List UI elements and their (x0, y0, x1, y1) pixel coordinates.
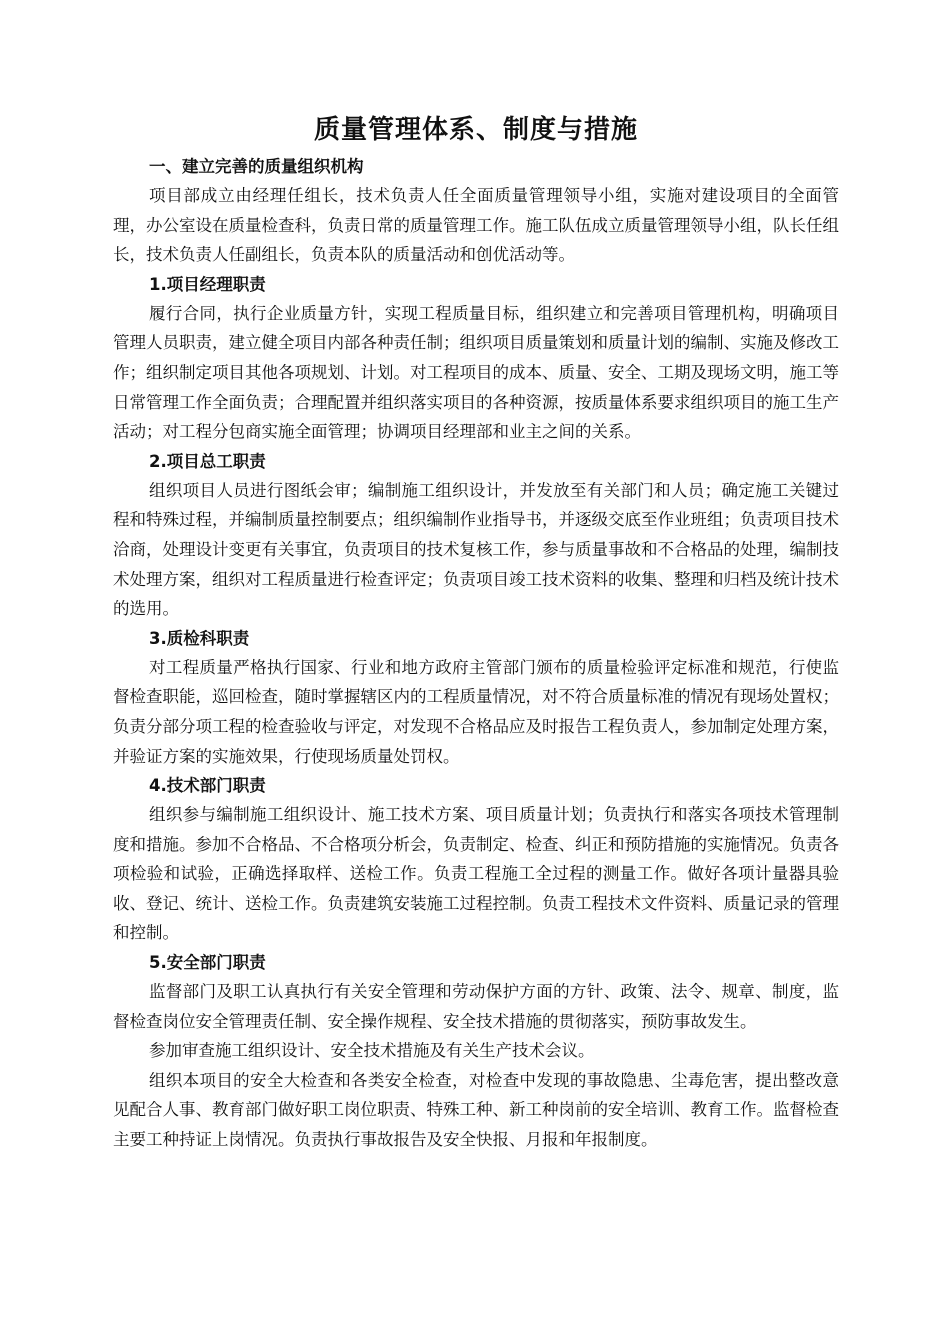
body-paragraph: 组织参与编制施工组织设计、施工技术方案、项目质量计划；负责执行和落实各项技术管理制度和措施。参加不合格品、不合格项分析会，负责制定、检查、纠正和预防措施的实施情况。负责各项检验和试验，正确选择取样、送检工作。负责工程施工全过程的测量工作。做好各项计量器具验收、登记、统计、送检工作。负责建筑安装施工过程控制。负责工程技术文件资料、质量记录的管理和控制。 (113, 805, 839, 943)
section-heading: 1.项目经理职责 (149, 274, 266, 294)
body-paragraph: 对工程质量严格执行国家、行业和地方政府主管部门颁布的质量检验评定标准和规范，行使监督检查职能，巡回检查，随时掌握辖区内的工程质量情况，对不符合质量标准的情况有现场处置权；负责分部分项工程的检查验收与评定，对发现不合格品应及时报告工程负责人，参加制定处理方案，并验证方案的实施效果，行使现场质量处罚权。 (113, 657, 839, 766)
body-paragraph: 组织项目人员进行图纸会审；编制施工组织设计，并发放至有关部门和人员；确定施工关键过程和特殊过程，并编制质量控制要点；组织编制作业指导书，并逐级交底至作业班组；负责项目技术洽商，处理设计变更有关事宜，负责项目的技术复核工作，参与质量事故和不合格品的处理，编制技术处理方案，组织对工程质量进行检查评定；负责项目竣工技术资料的收集、整理和归档及统计技术的选用。 (113, 480, 839, 619)
body-paragraph: 项目部成立由经理任组长，技术负责人任全面质量管理领导小组，实施对建设项目的全面管理，办公室设在质量检查科，负责日常的质量管理工作。施工队伍成立质量管理领导小组，队长任组长，技术负责人任副组长，负责本队的质量活动和创优活动等。 (113, 186, 839, 265)
section-heading: 3.质检科职责 (149, 628, 250, 648)
body-paragraph: 监督部门及职工认真执行有关安全管理和劳动保护方面的方针、政策、法令、规章、制度，监督检查岗位安全管理责任制、安全操作规程、安全技术措施的贯彻落实，预防事故发生。 (113, 982, 839, 1031)
document-body (113, 152, 839, 1155)
document-title: 质量管理体系、制度与措施 (313, 115, 638, 145)
section-heading: 5.安全部门职责 (149, 953, 266, 973)
body-paragraph: 履行合同，执行企业质量方针，实现工程质量目标，组织建立和完善项目管理机构，明确项目管理人员职责，建立健全项目内部各种责任制；组织项目质量策划和质量计划的编制、实施及修改工作；组织制定项目其他各项规划、计划。对工程项目的成本、质量、安全、工期及现场文明，施工等日常管理工作全面负责；合理配置并组织落实项目的各种资源，按质量体系要求组织项目的施工生产活动；对工程分包商实施全面管理；协调项目经理部和业主之间的关系。 (113, 303, 839, 442)
body-paragraph: 组织本项目的安全大检查和各类安全检查，对检查中发现的事故隐患、尘毒危害，提出整改意见配合人事、教育部门做好职工岗位职责、特殊工种、新工种岗前的安全培训、教育工作。监督检查主要工种持证上岗情况。负责执行事故报告及安全快报、月报和年报制度。 (113, 1070, 839, 1150)
section-heading: 一、建立完善的质量组织机构 (149, 157, 364, 176)
document-page (113, 108, 839, 1155)
body-paragraph: 参加审查施工组织设计、安全技术措施及有关生产技术会议。 (149, 1041, 595, 1061)
section-heading: 4.技术部门职责 (149, 776, 266, 796)
section-heading: 2.项目总工职责 (149, 451, 266, 471)
